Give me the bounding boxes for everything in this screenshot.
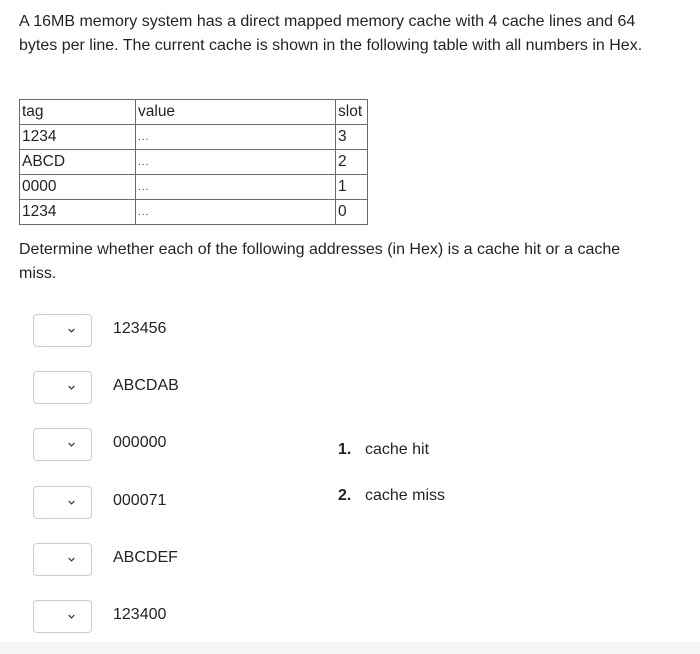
cell-slot: 2 [336, 150, 368, 175]
cell-slot: 1 [336, 175, 368, 200]
cell-tag: 1234 [20, 200, 136, 225]
chevron-down-icon [68, 499, 75, 506]
answer-option [338, 438, 445, 484]
column-header-tag: tag [20, 100, 136, 125]
cell-value: ... [136, 150, 336, 175]
answer-options-list [338, 438, 445, 530]
cell-tag: 0000 [20, 175, 136, 200]
table-row [20, 200, 368, 225]
table-row [20, 125, 368, 150]
cache-table [19, 99, 368, 225]
cell-slot: 0 [336, 200, 368, 225]
match-item [33, 428, 333, 464]
option-number: 2. [338, 487, 352, 504]
answer-dropdown[interactable] [33, 543, 92, 576]
match-item [33, 486, 333, 522]
question-prompt: Determine whether each of the following addresses (in Hex) is a cache hit or a cache miss. [19, 241, 621, 282]
column-header-value: value [136, 100, 336, 125]
answer-dropdown[interactable] [33, 314, 92, 347]
answer-dropdown[interactable] [33, 600, 92, 633]
address-label: ABCDEF [113, 549, 178, 566]
match-item [33, 371, 333, 407]
table-row [20, 175, 368, 200]
match-item [33, 314, 333, 350]
column-header-slot: slot [336, 100, 368, 125]
cell-value: ... [136, 200, 336, 225]
address-label: 000000 [113, 434, 167, 451]
page-footer-strip [0, 642, 700, 654]
cell-tag: 1234 [20, 125, 136, 150]
answer-option [338, 484, 445, 530]
match-item [33, 600, 333, 636]
problem-statement: A 16MB memory system has a direct mapped memory cache with 4 cache lines and 64 bytes per line. The current cache is shown in the following table with all numbers in Hex. [19, 13, 643, 54]
address-label: 000071 [113, 492, 167, 509]
option-number: 1. [338, 441, 352, 458]
answer-dropdown[interactable] [33, 371, 92, 404]
address-label: 123456 [113, 320, 167, 337]
option-label: cache miss [365, 487, 446, 504]
cell-slot: 3 [336, 125, 368, 150]
cell-tag: ABCD [20, 150, 136, 175]
answer-dropdown[interactable] [33, 428, 92, 461]
match-item [33, 543, 333, 579]
table-row [20, 150, 368, 175]
table-header-row [20, 100, 368, 125]
chevron-down-icon [68, 441, 75, 448]
address-label: ABCDAB [113, 377, 179, 394]
cell-value: ... [136, 125, 336, 150]
chevron-down-icon [68, 556, 75, 563]
option-label: cache hit [365, 441, 430, 458]
answer-dropdown[interactable] [33, 486, 92, 519]
address-label: 123400 [113, 606, 167, 623]
chevron-down-icon [68, 327, 75, 334]
cell-value: ... [136, 175, 336, 200]
chevron-down-icon [68, 613, 75, 620]
chevron-down-icon [68, 384, 75, 391]
